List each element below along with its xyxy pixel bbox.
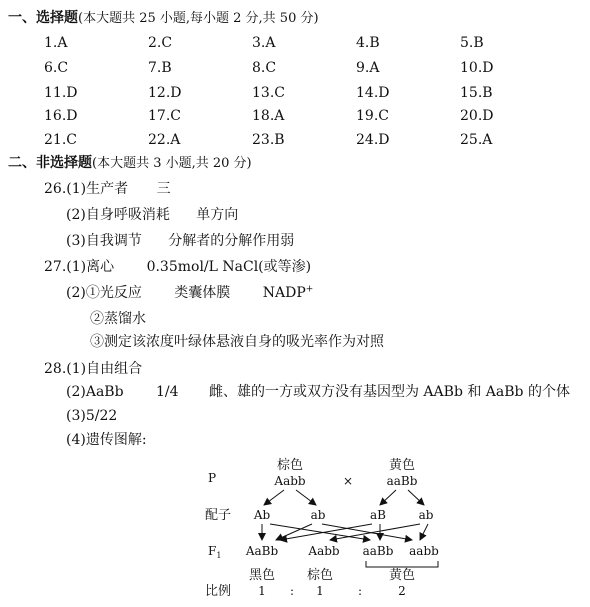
answer-item: 21.C [44,132,77,148]
answer-item: 2.C [148,35,173,51]
q26-part3-b: 分解者的分解作用弱 [168,233,295,249]
genetic-cross-diagram [0,447,590,607]
parent2-genotype: aaBb [386,474,418,488]
phenotype-black: 黑色 [248,568,276,583]
q27-part4: ③测定该浓度叶绿体悬液自身的吸光率作为对照 [90,334,384,350]
answer-item: 18.A [252,108,285,124]
parent1-phenotype: 棕色 [276,458,304,473]
ratio-2: 1 [316,584,324,598]
offspring-1: AaBb [245,544,279,558]
offspring-3: aaBb [362,544,394,558]
answer-item: 25.A [460,132,493,148]
answer-item: 16.D [44,108,78,124]
q27-line1 [44,259,311,275]
answer-item: 4.B [356,35,380,51]
q28-line4 [66,432,147,448]
offspring-4: aabb [409,544,439,558]
answer-item: 6.C [44,60,69,76]
q28-part2-c: 雌、雄的一方或双方没有基因型为 AABb 和 AaBb 的个体 [208,384,570,400]
ratio-row-label: 比例 [205,584,232,599]
answer-item: 5.B [460,35,484,51]
gamete-row-label: 配子 [205,508,232,523]
q27-part1-b: 0.35mol/L NaCl(或等渗) [146,259,312,275]
q27-part2-b: 类囊体膜 [174,285,231,301]
section2-note: (本大题共 3 小题,共 20 分) [92,156,252,171]
arrow-g4-o2 [330,524,420,540]
answer-item: 1.A [44,35,68,51]
ratio-sep-2: : [357,584,363,598]
yellow-group-bracket [366,561,438,567]
phenotype-brown: 棕色 [306,568,334,583]
arrow-p2-g4 [408,490,424,505]
answer-item: 12.D [148,85,182,101]
q27-line3 [90,311,146,327]
q26-part2: (2)自身呼吸消耗 [66,207,170,223]
arrow-g2-o4 [322,524,412,540]
q27-part2: (2)①光反应 [66,285,142,301]
q28-line2 [66,384,570,400]
f1-label: $F_1$ [208,544,222,560]
arrow-p1-g1 [264,490,284,505]
q28-part2: (2)AaBb [66,384,124,400]
arrow-p1-g2 [296,490,316,505]
q26-line2 [66,207,238,223]
answer-item: 10.D [460,60,494,76]
q27-part3: ②蒸馏水 [90,311,146,327]
gamete-4: ab [418,508,434,522]
arrow-g4-o4 [420,524,428,540]
ratio-1: 1 [258,584,266,598]
arrow-g1-o2 [270,524,370,540]
answer-item: 15.B [460,85,493,101]
gamete-2: ab [310,508,326,522]
answer-item: 22.A [148,132,181,148]
ratio-sep-1: : [289,584,295,598]
q26-line3 [66,233,294,249]
q26-line1 [44,181,171,197]
answer-item: 13.C [252,85,285,101]
answer-item: 23.B [252,132,285,148]
section2-title: 二、非选择题 [8,155,92,171]
parent1-genotype: Aabb [274,474,306,488]
answer-item: 24.D [356,132,390,148]
section1-heading [8,10,319,27]
q26-part3: (3)自我调节 [66,233,142,249]
phenotype-yellow: 黄色 [388,568,416,583]
q28-line3 [66,408,117,424]
q28-line1 [44,361,142,377]
answer-item: 9.A [356,60,380,76]
q27-part2-c: NADP+ [262,284,314,301]
gamete-3: aB [370,508,386,522]
answer-item: 3.A [252,35,276,51]
q26-part1: 26.(1)生产者 [44,181,129,197]
ratio-3: 2 [398,584,406,598]
section2-heading [8,155,252,172]
q26-part1-b: 三 [156,181,171,197]
p-generation-label: P [208,471,217,485]
q27-line4 [90,334,384,350]
section1-title: 一、选择题 [8,10,78,26]
q27-line2 [66,285,313,301]
q26-part2-b: 单方向 [196,207,239,223]
cross-symbol: × [342,474,354,488]
answer-item: 8.C [252,60,277,76]
gamete-1: Ab [253,508,271,522]
q28-part2-b: 1/4 [156,384,179,400]
answer-item: 14.D [356,85,390,101]
q28-part3: (3)5/22 [66,408,118,424]
answer-item: 7.B [148,60,172,76]
answer-item: 11.D [44,85,78,101]
q28-part1: 28.(1)自由组合 [44,361,143,377]
offspring-2: Aabb [308,544,340,558]
parent2-phenotype: 黄色 [388,458,416,473]
answer-item: 17.C [148,108,181,124]
answer-item: 20.D [460,108,494,124]
answer-item: 19.C [356,108,389,124]
q27-part1: 27.(1)离心 [44,259,115,275]
q28-part4: (4)遗传图解: [66,432,147,448]
section1-note: (本大题共 25 小题,每小题 2 分,共 50 分) [78,11,319,26]
arrow-p2-g3 [380,490,396,505]
